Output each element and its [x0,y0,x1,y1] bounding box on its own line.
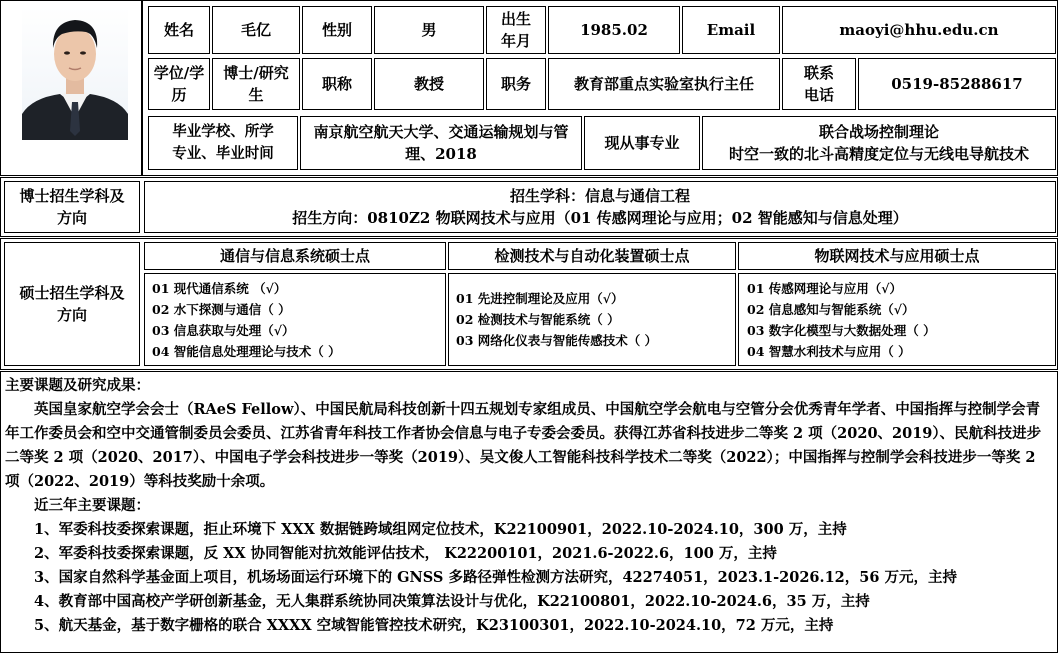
school-label: 毕业学校、所学专业、毕业时间 [148,116,298,170]
project-item: 3、国家自然科学基金面上项目，机场场面运行环境下的 GNSS 多路径弹性检测方法研究，42274051，2023.1-2026.12，56 万元，主持 [34,569,957,586]
phone-label: 联系电话 [782,58,856,110]
phd-direction: 招生方向：0810Z2 物联网技术与应用（01 传感网理论与应用；02 智能感知与信息处理） [292,209,908,227]
email-label: Email [682,6,780,54]
list-item: 02 水下探测与通信（ ） [152,302,291,317]
name-label: 姓名 [148,6,210,54]
gender-label: 性别 [302,6,372,54]
phd-label: 博士招生学科及方向 [4,181,140,233]
phd-content [144,181,1056,233]
list-item: 03 网络化仪表与智能传感技术（ ） [456,333,658,348]
degree-label: 学位/学历 [148,58,210,110]
projects-heading: 近三年主要课题： [34,497,150,514]
major-line-1: 联合战场控制理论 [818,123,939,141]
list-item: 03 信息获取与处理（√） [152,323,295,338]
list-item: 01 先进控制理论及应用（√） [456,291,624,306]
results-paragraph: 英国皇家航空学会会士（RAeS Fellow）、中国民航局科技创新十四五规划专家组成员、中国航空学会航电与空管分会优秀青年学者、中国指挥与控制学会青年工作委员会和空中交通管制委员会委员、江苏省青年科技工作者协会信息与电子专委会委员。获得江苏省科技进步二等奖 2 项（2020、2019）、民航科技进步二等奖 2 项（2020、2017）、中国电子学会科技进步一等奖（2019）、吴文俊人工智能科技科学技术二等奖（2022）；中国指挥与控制学会科技进步一等奖 2 项（2022、2019）等科技奖励十余项。 [5,401,1042,490]
phd-subject: 招生学科：信息与通信工程 [509,187,690,205]
list-item: 02 检测技术与智能系统（ ） [456,312,620,327]
title-value: 教授 [374,58,484,110]
position-value: 教育部重点实验室执行主任 [548,58,780,110]
master-col1-list [152,278,341,362]
degree-value: 博士/研究生 [212,58,300,110]
master-col2-list [456,288,657,351]
name-value: 毛亿 [212,6,300,54]
email-value: maoyi@hhu.edu.cn [782,6,1056,54]
results-heading: 主要课题及研究成果： [5,377,150,394]
position-label: 职务 [486,58,546,110]
major-value [702,116,1056,170]
list-item: 04 智慧水利技术与应用（ ） [747,344,911,359]
phone-value: 0519-85288617 [858,58,1056,110]
project-item: 5、航天基金，基于数字栅格的联合 XXXX 空域智能管控技术研究，K23100301，2022.10-2024.10，72 万元，主持 [34,617,834,634]
major-label: 现从事专业 [584,116,700,170]
project-item: 4、教育部中国高校产学研创新基金，无人集群系统协同决策算法设计与优化，K22100801，2022.10-2024.6，35 万，主持 [34,593,870,610]
research-results [0,371,1058,653]
master-col1-header: 通信与信息系统硕士点 [144,242,446,270]
gender-value: 男 [374,6,484,54]
list-item: 03 数字化模型与大数据处理（ ） [747,323,936,338]
project-item: 1、军委科技委探索课题，拒止环境下 XXX 数据链跨域组网定位技术，K22100901，2022.10-2024.10，300 万，主持 [34,521,847,538]
project-item: 2、军委科技委探索课题，反 XX 协同智能对抗效能评估技术， K22200101，2021.6-2022.6，100 万，主持 [34,545,777,562]
major-line-2: 时空一致的北斗高精度定位与无线电导航技术 [728,145,1029,163]
master-label: 硕士招生学科及方向 [4,242,140,366]
master-col3-header: 物联网技术与应用硕士点 [738,242,1056,270]
list-item: 01 传感网理论与应用（√） [747,281,902,296]
list-item: 01 现代通信系统 （√） [152,281,287,296]
birth-value: 1985.02 [548,6,680,54]
school-value: 南京航空航天大学、交通运输规划与管理、2018 [300,116,582,170]
list-item: 04 智能信息处理理论与技术（ ） [152,344,341,359]
master-col3-list [747,278,936,362]
title-label: 职称 [302,58,372,110]
master-col2-header: 检测技术与自动化装置硕士点 [448,242,736,270]
list-item: 02 信息感知与智能系统（√） [747,302,915,317]
profile-photo [22,6,128,140]
birth-label: 出生年月 [486,6,546,54]
